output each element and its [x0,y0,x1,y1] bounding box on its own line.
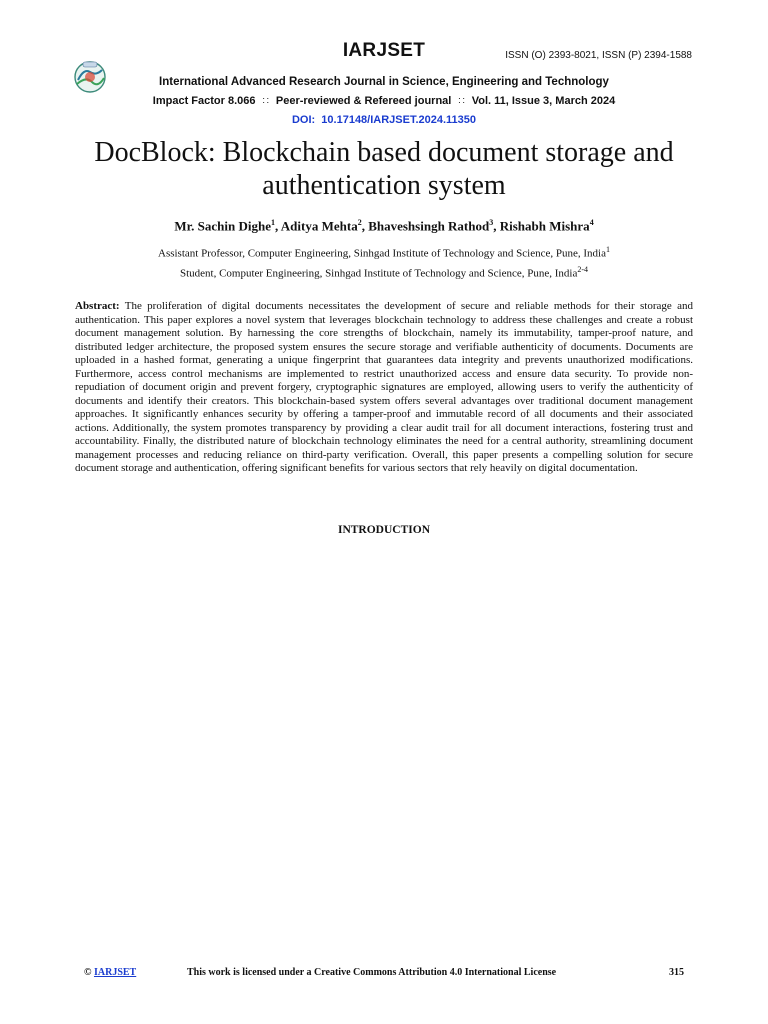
section-heading-introduction: INTRODUCTION [337,524,430,536]
affiliation-sup: 2-4 [577,265,589,274]
journal-full-name: International Advanced Research Journal in Science, Engineering and Technology [159,76,609,88]
volume-issue: Vol. 11, Issue 3, March 2024 [471,95,616,107]
license-text: This work is licensed under a Creative Commons Attribution 4.0 International License [187,967,557,978]
separator-icon: ∷ [262,96,269,107]
author-sup: 1 [270,218,275,227]
copyright-symbol: © [84,967,92,978]
author-name: Rishabh Mishra [499,218,590,234]
impact-factor: Impact Factor 8.066 [152,95,256,107]
author-sup: 3 [489,218,494,227]
paper-title: DocBlock: Blockchain based document storage and authentication system [94,137,674,201]
doi-line [0,114,768,126]
issn-numbers: ISSN (O) 2393-8021, ISSN (P) 2394-1588 [505,50,692,61]
doi-value[interactable]: 10.17148/IARJSET.2024.11350 [321,114,477,126]
affiliation-text: Student, Computer Engineering, Sinhgad Institute of Technology and Science, Pune, India [179,267,578,280]
abstract-label: Abstract: [75,300,120,312]
page-number: 315 [669,967,684,978]
author-separator: , [274,218,281,234]
author-sup: 2 [357,218,362,227]
abstract-paragraph [75,300,693,476]
copyright-link[interactable]: IARJSET [93,967,137,978]
separator-icon: ∷ [458,96,465,107]
copyright [84,967,136,978]
author-sup: 4 [589,218,594,227]
affiliation-sup: 1 [605,245,610,254]
journal-meta-line [0,95,768,107]
review-status: Peer-reviewed & Refereed journal [275,95,452,107]
author-separator: , [493,218,500,234]
author-name: Mr. Sachin Dighe [174,218,271,234]
affiliation-2 [0,265,768,280]
author-name: Aditya Mehta [280,218,358,234]
author-list [0,218,768,234]
doi-label: DOI: [291,114,316,126]
affiliation-1 [0,245,768,260]
affiliation-text: Assistant Professor, Computer Engineering, Sinhgad Institute of Technology and Science, Pune, India [158,247,606,260]
author-name: Bhaveshsingh Rathod [368,218,490,234]
author-separator: , [361,218,369,234]
journal-abbrev: IARJSET [342,40,426,61]
abstract-text: The proliferation of digital documents necessitates the development of secure and reliable methods for their storage and authentication. This paper explores a novel system that leverages blockchain technology to address these challenges and create a robust document management solution. By harnessing the core strengths of blockchain, namely its immutability, tamper-proof nature, and distributed ledger architecture, the proposed system ensures the secure storage and verifiable authenticity of documents. Documents are uploaded in a hashed format, generating a unique fingerprint that guarantees data integrity and prevents unauthorized modifications. Furthermore, access control mechanisms are implemented to restrict unauthorized access and ensure data security. To provide non-repudiation of document origin and prevent forgery, cryptographic signatures are employed, allowing users to verify the authenticity of documents and identify their creators. This blockchain-based system offers several advantages over traditional document management approaches. It significantly enhances security by offering a tamper-proof and immutable record of all documents and their associated actions. Additionally, the system promotes transparency by providing a clear audit trail for all document interactions, fostering trust and accountability. Finally, the distributed nature of blockchain technology eliminates the need for a central authority, streamlining document management processes and reducing reliance on third-party verification. Overall, this paper presents a compelling solution for secure document storage and authentication, offering significant benefits for various sectors that rely heavily on digital documentation. [75,300,693,474]
